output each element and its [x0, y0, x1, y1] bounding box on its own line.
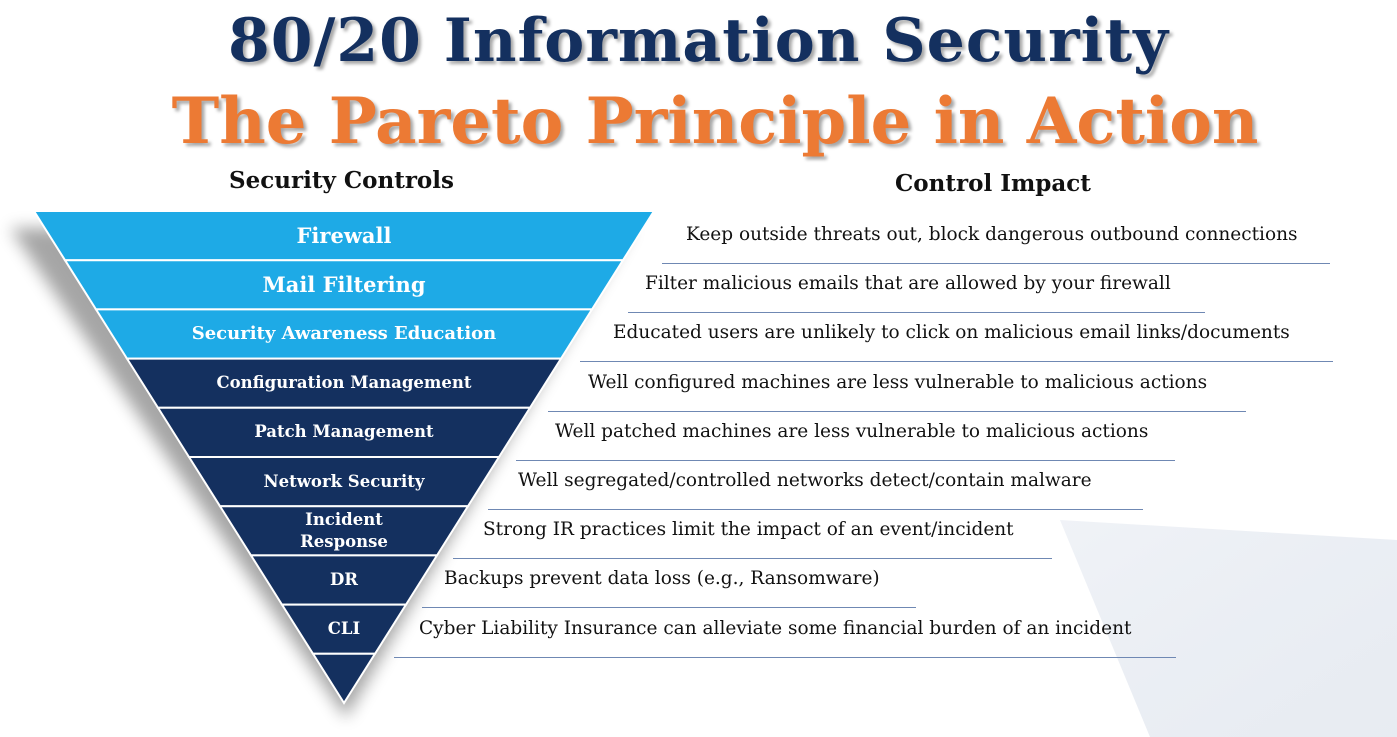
impact-underline	[394, 657, 1176, 658]
control-label: Patch Management	[254, 422, 434, 442]
impact-text: Well configured machines are less vulnerable to malicious actions	[588, 371, 1208, 393]
impact-text: Cyber Liability Insurance can alleviate some financial burden of an incident	[419, 617, 1132, 639]
impact-underline	[422, 607, 916, 608]
impact-text: Filter malicious emails that are allowed by your firewall	[645, 273, 1171, 295]
control-label: Configuration Management	[216, 373, 472, 393]
impact-underline	[628, 312, 1205, 313]
control-label: CLI	[327, 619, 361, 639]
impact-underline	[516, 460, 1175, 461]
impact-text: Well patched machines are less vulnerable to malicious actions	[555, 420, 1149, 442]
impact-text: Well segregated/controlled networks detect/contain malware	[518, 470, 1092, 491]
page-title: 80/20 Information Security	[228, 6, 1169, 76]
page-subtitle: The Pareto Principle in Action	[171, 84, 1259, 159]
impact-underline	[488, 509, 1143, 510]
impact-underline	[548, 411, 1246, 412]
left-column-header: Security Controls	[229, 167, 454, 194]
impact-text: Educated users are unlikely to click on malicious email links/documents	[613, 322, 1290, 344]
impact-text: Backups prevent data loss (e.g., Ransomware)	[444, 568, 880, 590]
control-label: Incident Response	[300, 510, 388, 552]
impact-text: Keep outside threats out, block dangerous outbound connections	[686, 224, 1298, 245]
impact-underline	[662, 263, 1330, 264]
impact-underline	[580, 361, 1333, 362]
control-label: DR	[329, 570, 359, 589]
right-column-header: Control Impact	[895, 170, 1091, 197]
control-label: Mail Filtering	[262, 271, 426, 297]
control-label: Network Security	[263, 471, 425, 491]
control-label: Security Awareness Education	[191, 323, 497, 344]
impact-underline	[453, 558, 1052, 559]
impact-text: Strong IR practices limit the impact of an event/incident	[483, 519, 1014, 541]
control-label: Firewall	[296, 222, 392, 248]
